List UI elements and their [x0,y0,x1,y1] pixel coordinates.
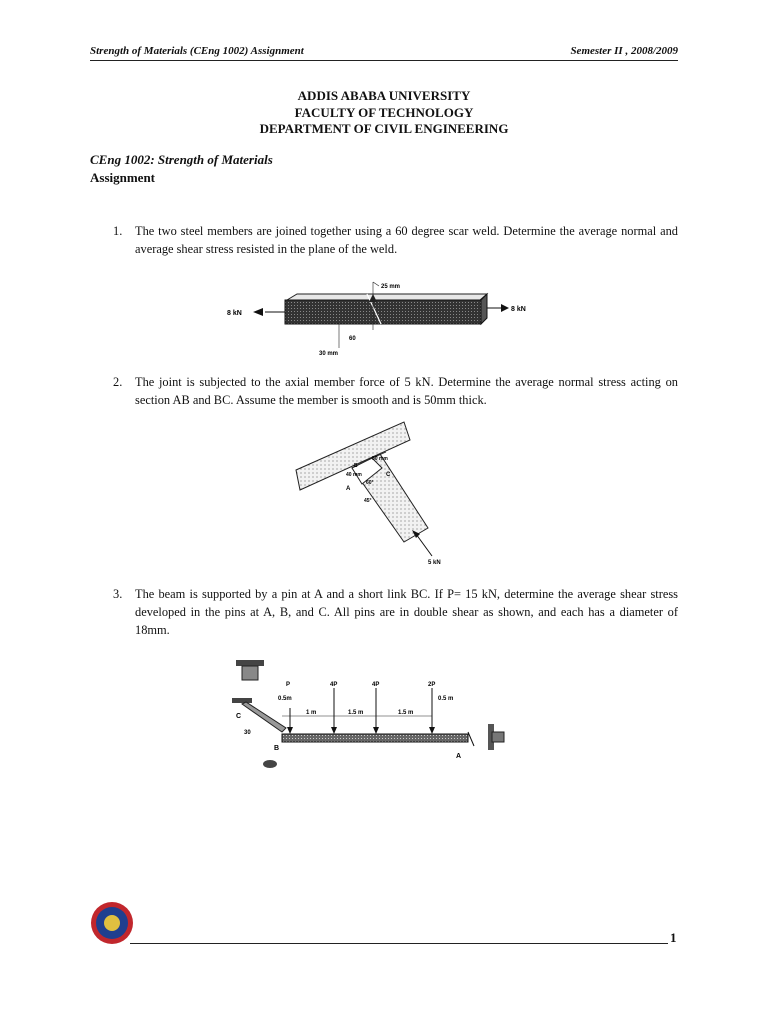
fig2-angle-60: 60° [366,480,374,486]
fig2-point-b: B [354,463,358,469]
fig2-point-c: C [386,472,391,478]
fig2-dim-side: 40 mm [346,472,362,478]
fig3-load-4p-2: 4P [372,682,380,688]
fig2-point-a: A [346,486,351,492]
fig1-angle: 60 [349,336,356,342]
fig3-load-4p-1: 4P [330,682,338,688]
fig3-dim-15m-1: 1.5 m [348,710,364,716]
fig3-dim-1m: 1 m [306,710,317,716]
header-course-title: Strength of Materials (CEng 1002) Assignment [90,45,304,57]
page-header [90,44,678,61]
question-1-figure [225,272,535,362]
header-semester: Semester II , 2008/2009 [570,45,678,57]
fig1-force-left: 8 kN [227,310,242,317]
question-2-text: The joint is subjected to the axial member force of 5 kN. Determine the average normal stress acting on section AB and BC. Assume the member is smooth and is 50mm thick. [135,375,678,407]
assignment-label: Assignment [90,170,156,185]
question-2-figure [292,420,472,570]
fig2-angle-45: 45° [364,498,372,504]
page-number: 1 [670,930,677,945]
fig2-dim-top: 50 mm [372,456,388,462]
fig1-dim-top: 25 mm [381,284,401,290]
department-name: DEPARTMENT OF CIVIL ENGINEERING [259,121,509,136]
fig3-point-c: C [236,713,242,720]
fig3-dim-05m-left: 0.5m [278,696,292,702]
faculty-name: FACULTY OF TECHNOLOGY [294,104,474,120]
fig3-load-p: P [286,682,291,688]
question-1-text: The two steel members are joined together using a 60 degree scar weld. Determine the average normal and average shear stress resisted in the plane of the weld. [135,224,678,256]
university-logo [90,901,134,945]
fig3-dim-15m-2: 1.5 m [398,710,414,716]
question-2-number: 2. [113,375,123,389]
fig3-point-b: B [274,745,280,752]
university-name: ADDIS ABABA UNIVERSITY [297,88,471,103]
question-3-number: 3. [113,587,123,601]
footer-rule [130,943,668,944]
fig3-load-2p: 2P [428,682,436,688]
fig3-dim-05m-right: 0.5 m [438,696,454,702]
course-title: CEng 1002: Strength of Materials [90,152,273,167]
fig1-force-right: 8 kN [511,306,526,313]
fig2-force: 5 kN [428,560,441,566]
question-3-text: The beam is supported by a pin at A and a short link BC. If P= 15 kN, determine the average shear stress developed in the pins at A, B, and C. All pins are in double shear as shown, and each has a diameter of 18mm. [135,587,678,637]
fig3-point-a: A [456,753,462,760]
fig3-angle: 30 [244,730,251,736]
document-titles [0,88,768,138]
question-3-figure [226,654,516,776]
fig1-dim-bottom: 30 mm [319,351,339,357]
question-1-number: 1. [113,224,123,238]
